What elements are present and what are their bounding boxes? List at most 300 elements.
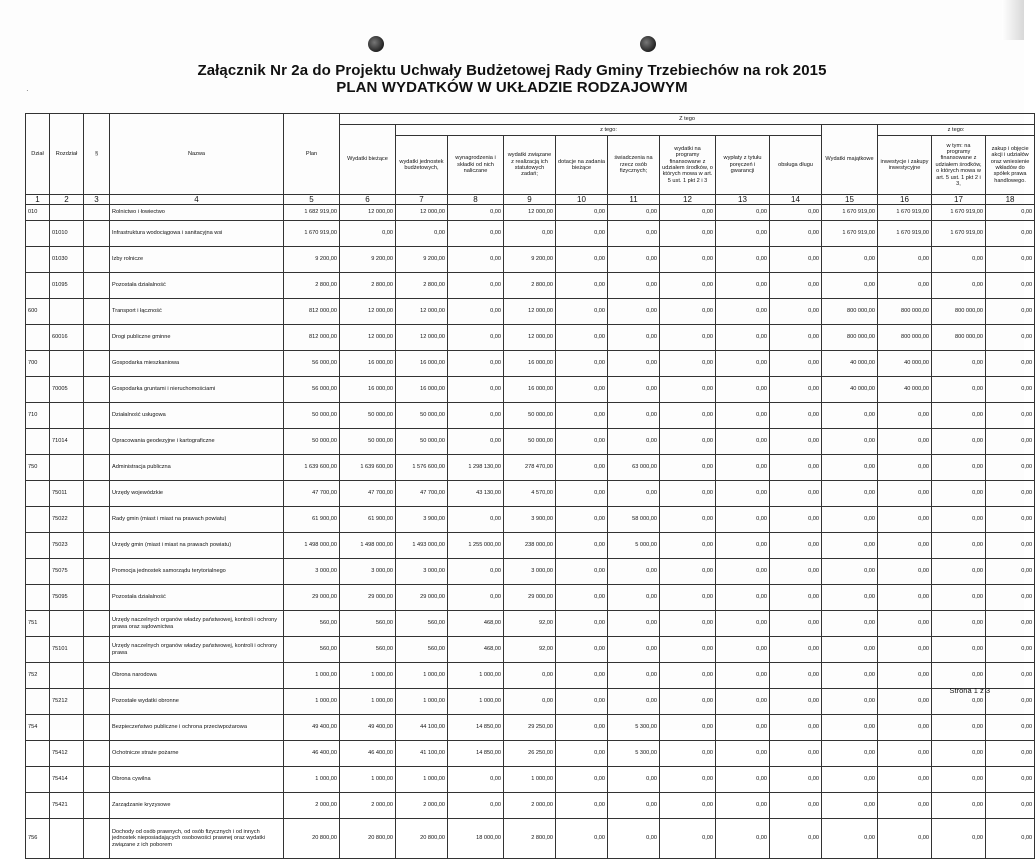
header-z-tego-biezace: z tego:	[396, 125, 822, 136]
table-row	[26, 507, 1035, 533]
cell-paragraf	[84, 455, 110, 481]
cell-value: 0,00	[770, 325, 822, 351]
cell-value: 47 700,00	[284, 481, 340, 507]
cell-value: 0,00	[822, 767, 878, 793]
cell-value: 0,00	[660, 663, 716, 689]
cell-value: 0,00	[660, 507, 716, 533]
cell-value: 0,00	[660, 455, 716, 481]
cell-value: 2 000,00	[504, 793, 556, 819]
table-row	[26, 585, 1035, 611]
cell-value: 41 100,00	[396, 741, 448, 767]
cell-value: 0,00	[556, 299, 608, 325]
header-wydatki-statutowe: wydatki związane z realizacją ich statutowych zadań;	[504, 136, 556, 195]
cell-value: 0,00	[770, 221, 822, 247]
cell-value: 0,00	[770, 429, 822, 455]
cell-value: 560,00	[284, 611, 340, 637]
cell-rozdzial: 75101	[50, 637, 84, 663]
cell-value: 0,00	[822, 455, 878, 481]
cell-value: 0,00	[822, 663, 878, 689]
cell-value: 0,00	[932, 403, 986, 429]
header-paragraf: §	[84, 114, 110, 195]
cell-rozdzial: 75011	[50, 481, 84, 507]
cell-value: 61 900,00	[340, 507, 396, 533]
cell-rozdzial: 71014	[50, 429, 84, 455]
cell-value: 0,00	[660, 205, 716, 221]
cell-paragraf	[84, 377, 110, 403]
cell-value: 0,00	[608, 637, 660, 663]
cell-value: 14 850,00	[448, 715, 504, 741]
column-number: 13	[716, 195, 770, 205]
table-row	[26, 819, 1035, 859]
cell-value: 0,00	[986, 715, 1035, 741]
cell-rozdzial: 01010	[50, 221, 84, 247]
cell-value: 0,00	[396, 221, 448, 247]
cell-value: 0,00	[878, 273, 932, 299]
cell-value: 47 700,00	[396, 481, 448, 507]
cell-value: 0,00	[556, 325, 608, 351]
cell-value: 0,00	[716, 663, 770, 689]
cell-value: 0,00	[556, 689, 608, 715]
cell-value: 9 200,00	[340, 247, 396, 273]
cell-value: 1 000,00	[340, 767, 396, 793]
column-number: 1	[26, 195, 50, 205]
cell-value: 50 000,00	[340, 403, 396, 429]
cell-value: 40 000,00	[878, 377, 932, 403]
cell-value: 0,00	[822, 247, 878, 273]
cell-value: 0,00	[770, 819, 822, 859]
cell-value: 1 000,00	[396, 663, 448, 689]
cell-dzial	[26, 273, 50, 299]
cell-value: 560,00	[284, 637, 340, 663]
cell-value: 800 000,00	[822, 325, 878, 351]
cell-value: 2 800,00	[284, 273, 340, 299]
cell-value: 0,00	[448, 325, 504, 351]
header-z-tego-top: Z tego	[340, 114, 1035, 125]
cell-value: 0,00	[770, 663, 822, 689]
cell-value: 1 000,00	[448, 663, 504, 689]
cell-rozdzial	[50, 351, 84, 377]
cell-value: 0,00	[932, 377, 986, 403]
table-row	[26, 637, 1035, 663]
table-row	[26, 351, 1035, 377]
cell-value: 1 639 600,00	[284, 455, 340, 481]
cell-value: 0,00	[340, 221, 396, 247]
cell-value: 0,00	[932, 793, 986, 819]
cell-value: 16 000,00	[504, 351, 556, 377]
cell-value: 0,00	[822, 793, 878, 819]
cell-value: 0,00	[822, 741, 878, 767]
cell-value: 800 000,00	[822, 299, 878, 325]
header-dotacje: dotacje na zadania bieżące	[556, 136, 608, 195]
table-row	[26, 481, 1035, 507]
cell-value: 47 700,00	[340, 481, 396, 507]
cell-value: 0,00	[608, 481, 660, 507]
cell-value: 0,00	[608, 403, 660, 429]
cell-value: 0,00	[608, 819, 660, 859]
cell-value: 0,00	[448, 299, 504, 325]
cell-value: 0,00	[716, 481, 770, 507]
cell-value: 0,00	[660, 819, 716, 859]
cell-dzial	[26, 377, 50, 403]
cell-value: 0,00	[660, 299, 716, 325]
cell-value: 238 000,00	[504, 533, 556, 559]
header-w-tym-programy: w tym: na programy finansowane z udziałem środków, o których mowa w art. 5 ust. 1 pkt 2 i 3,	[932, 136, 986, 195]
cell-value: 0,00	[660, 429, 716, 455]
cell-nazwa: Gospodarka gruntami i nieruchomościami	[110, 377, 284, 403]
cell-value: 0,00	[556, 741, 608, 767]
table-row	[26, 299, 1035, 325]
cell-value: 50 000,00	[284, 429, 340, 455]
cell-value: 0,00	[986, 351, 1035, 377]
cell-value: 50 000,00	[504, 429, 556, 455]
cell-value: 1 670 919,00	[878, 221, 932, 247]
cell-nazwa: Rady gmin (miast i miast na prawach powiatu)	[110, 507, 284, 533]
cell-nazwa: Pozostała działalność	[110, 273, 284, 299]
cell-value: 0,00	[878, 481, 932, 507]
cell-value: 0,00	[770, 715, 822, 741]
scan-edge	[1002, 0, 1024, 40]
cell-value: 0,00	[986, 481, 1035, 507]
cell-dzial	[26, 741, 50, 767]
cell-value: 0,00	[716, 455, 770, 481]
header-z-tego-majatkowe: z tego:	[878, 125, 1035, 136]
cell-value: 0,00	[822, 507, 878, 533]
cell-value: 16 000,00	[504, 377, 556, 403]
cell-value: 0,00	[770, 403, 822, 429]
cell-value: 12 000,00	[396, 325, 448, 351]
cell-value: 0,00	[716, 767, 770, 793]
cell-value: 4 570,00	[504, 481, 556, 507]
cell-value: 29 000,00	[340, 585, 396, 611]
column-number: 14	[770, 195, 822, 205]
cell-value: 0,00	[448, 507, 504, 533]
cell-nazwa: Pozostała działalność	[110, 585, 284, 611]
table-row	[26, 767, 1035, 793]
cell-value: 0,00	[448, 767, 504, 793]
cell-value: 0,00	[716, 205, 770, 221]
column-number: 17	[932, 195, 986, 205]
cell-value: 0,00	[556, 221, 608, 247]
cell-value: 0,00	[504, 221, 556, 247]
cell-value: 50 000,00	[284, 403, 340, 429]
cell-value: 0,00	[716, 793, 770, 819]
cell-value: 0,00	[770, 585, 822, 611]
cell-nazwa: Dochody od osób prawnych, od osób fizycznych i od innych jednostek nieposiadających osobowości prawnej oraz wydatki związane z ich poborem	[110, 819, 284, 859]
cell-value: 0,00	[660, 481, 716, 507]
cell-value: 0,00	[448, 351, 504, 377]
cell-value: 1 498 000,00	[340, 533, 396, 559]
cell-paragraf	[84, 533, 110, 559]
cell-value: 0,00	[932, 611, 986, 637]
header-poreczenia: wypłaty z tytułu poręczeń i gwarancji	[716, 136, 770, 195]
cell-value: 12 000,00	[340, 325, 396, 351]
cell-value: 0,00	[716, 585, 770, 611]
cell-value: 0,00	[608, 377, 660, 403]
cell-value: 1 670 919,00	[932, 221, 986, 247]
table-row	[26, 741, 1035, 767]
cell-value: 16 000,00	[396, 351, 448, 377]
cell-value: 29 000,00	[504, 585, 556, 611]
cell-value: 0,00	[932, 507, 986, 533]
cell-value: 0,00	[822, 585, 878, 611]
cell-value: 468,00	[448, 611, 504, 637]
cell-value: 0,00	[660, 637, 716, 663]
cell-paragraf	[84, 247, 110, 273]
cell-value: 0,00	[660, 351, 716, 377]
cell-value: 50 000,00	[340, 429, 396, 455]
cell-value: 2 800,00	[340, 273, 396, 299]
cell-value: 0,00	[660, 325, 716, 351]
cell-rozdzial: 70005	[50, 377, 84, 403]
column-number: 18	[986, 195, 1035, 205]
cell-value: 0,00	[716, 611, 770, 637]
cell-value: 0,00	[716, 715, 770, 741]
cell-rozdzial: 75022	[50, 507, 84, 533]
cell-value: 0,00	[932, 585, 986, 611]
cell-rozdzial: 60016	[50, 325, 84, 351]
cell-value: 0,00	[608, 767, 660, 793]
cell-value: 1 000,00	[284, 663, 340, 689]
cell-value: 0,00	[556, 767, 608, 793]
cell-dzial	[26, 325, 50, 351]
cell-value: 0,00	[986, 377, 1035, 403]
cell-value: 0,00	[878, 247, 932, 273]
cell-value: 3 900,00	[396, 507, 448, 533]
cell-value: 9 200,00	[284, 247, 340, 273]
cell-value: 3 000,00	[504, 559, 556, 585]
cell-value: 0,00	[716, 221, 770, 247]
table-row	[26, 793, 1035, 819]
cell-value: 0,00	[932, 637, 986, 663]
cell-paragraf	[84, 689, 110, 715]
cell-value: 5 300,00	[608, 741, 660, 767]
cell-nazwa: Drogi publiczne gminne	[110, 325, 284, 351]
cell-nazwa: Opracowania geodezyjne i kartograficzne	[110, 429, 284, 455]
cell-value: 2 800,00	[396, 273, 448, 299]
cell-value: 9 200,00	[504, 247, 556, 273]
cell-value: 58 000,00	[608, 507, 660, 533]
cell-value: 18 000,00	[448, 819, 504, 859]
cell-value: 0,00	[660, 377, 716, 403]
cell-nazwa: Transport i łączność	[110, 299, 284, 325]
cell-value: 0,00	[986, 533, 1035, 559]
cell-nazwa: Obrona cywilna	[110, 767, 284, 793]
table-row	[26, 377, 1035, 403]
cell-dzial: 600	[26, 299, 50, 325]
cell-rozdzial: 75095	[50, 585, 84, 611]
cell-value: 0,00	[716, 247, 770, 273]
cell-value: 0,00	[608, 559, 660, 585]
cell-rozdzial: 01030	[50, 247, 84, 273]
cell-value: 278 470,00	[504, 455, 556, 481]
cell-value: 0,00	[608, 351, 660, 377]
table-row	[26, 455, 1035, 481]
cell-value: 0,00	[932, 715, 986, 741]
cell-value: 0,00	[986, 325, 1035, 351]
cell-value: 1 493 000,00	[396, 533, 448, 559]
cell-value: 0,00	[932, 533, 986, 559]
cell-value: 0,00	[660, 221, 716, 247]
cell-value: 0,00	[770, 637, 822, 663]
cell-value: 20 800,00	[340, 819, 396, 859]
cell-nazwa: Izby rolnicze	[110, 247, 284, 273]
cell-paragraf	[84, 585, 110, 611]
cell-nazwa: Pozostałe wydatki obronne	[110, 689, 284, 715]
cell-value: 0,00	[770, 793, 822, 819]
cell-value: 0,00	[556, 611, 608, 637]
cell-rozdzial: 75075	[50, 559, 84, 585]
cell-value: 1 576 600,00	[396, 455, 448, 481]
cell-value: 1 000,00	[284, 767, 340, 793]
table-row	[26, 325, 1035, 351]
cell-value: 0,00	[448, 559, 504, 585]
cell-value: 0,00	[660, 611, 716, 637]
cell-value: 0,00	[716, 299, 770, 325]
cell-value: 0,00	[770, 377, 822, 403]
expenditure-table	[25, 113, 1035, 859]
punch-hole-icon	[368, 36, 384, 52]
cell-value: 0,00	[986, 793, 1035, 819]
column-number: 4	[110, 195, 284, 205]
cell-value: 0,00	[608, 247, 660, 273]
cell-value: 0,00	[448, 247, 504, 273]
table-row	[26, 689, 1035, 715]
cell-value: 800 000,00	[932, 325, 986, 351]
cell-value: 812 000,00	[284, 299, 340, 325]
cell-value: 0,00	[556, 559, 608, 585]
cell-value: 12 000,00	[396, 205, 448, 221]
cell-value: 0,00	[660, 247, 716, 273]
cell-value: 800 000,00	[932, 299, 986, 325]
cell-value: 0,00	[878, 663, 932, 689]
cell-value: 0,00	[448, 205, 504, 221]
cell-value: 0,00	[716, 637, 770, 663]
cell-value: 0,00	[770, 247, 822, 273]
cell-value: 468,00	[448, 637, 504, 663]
cell-paragraf	[84, 637, 110, 663]
cell-value: 800 000,00	[878, 299, 932, 325]
cell-value: 2 000,00	[284, 793, 340, 819]
cell-value: 0,00	[448, 429, 504, 455]
table-row	[26, 403, 1035, 429]
cell-paragraf	[84, 559, 110, 585]
cell-value: 0,00	[448, 377, 504, 403]
cell-dzial: 756	[26, 819, 50, 859]
cell-rozdzial: 75421	[50, 793, 84, 819]
cell-paragraf	[84, 299, 110, 325]
cell-dzial	[26, 247, 50, 273]
header-swiadczenia: świadczenia na rzecz osób fizycznych;	[608, 136, 660, 195]
cell-value: 0,00	[660, 403, 716, 429]
cell-value: 0,00	[608, 663, 660, 689]
cell-value: 40 000,00	[878, 351, 932, 377]
cell-rozdzial	[50, 611, 84, 637]
cell-value: 0,00	[660, 585, 716, 611]
cell-value: 0,00	[986, 819, 1035, 859]
cell-dzial: 754	[26, 715, 50, 741]
cell-value: 0,00	[986, 611, 1035, 637]
cell-value: 0,00	[878, 455, 932, 481]
cell-value: 0,00	[660, 273, 716, 299]
cell-value: 0,00	[822, 611, 878, 637]
cell-value: 46 400,00	[284, 741, 340, 767]
column-number: 16	[878, 195, 932, 205]
cell-paragraf	[84, 767, 110, 793]
cell-value: 1 000,00	[396, 767, 448, 793]
cell-nazwa: Urzędy wojewódzkie	[110, 481, 284, 507]
cell-value: 0,00	[986, 663, 1035, 689]
cell-value: 40 000,00	[822, 377, 878, 403]
cell-value: 0,00	[822, 715, 878, 741]
cell-dzial	[26, 585, 50, 611]
cell-value: 0,00	[556, 819, 608, 859]
cell-dzial: 751	[26, 611, 50, 637]
cell-value: 0,00	[932, 429, 986, 455]
cell-value: 0,00	[716, 689, 770, 715]
cell-value: 0,00	[448, 273, 504, 299]
cell-value: 560,00	[396, 637, 448, 663]
cell-rozdzial	[50, 455, 84, 481]
cell-dzial	[26, 533, 50, 559]
cell-value: 0,00	[504, 663, 556, 689]
cell-value: 1 639 600,00	[340, 455, 396, 481]
cell-value: 0,00	[878, 767, 932, 793]
column-number: 7	[396, 195, 448, 205]
cell-value: 3 000,00	[396, 559, 448, 585]
column-number: 10	[556, 195, 608, 205]
cell-value: 1 298 130,00	[448, 455, 504, 481]
cell-rozdzial: 75212	[50, 689, 84, 715]
header-inwestycje: inwestycje i zakupy inwestycyjne	[878, 136, 932, 195]
cell-dzial	[26, 429, 50, 455]
cell-value: 0,00	[986, 273, 1035, 299]
cell-value: 0,00	[986, 247, 1035, 273]
column-number: 9	[504, 195, 556, 205]
cell-value: 0,00	[448, 403, 504, 429]
cell-value: 0,00	[660, 533, 716, 559]
cell-value: 16 000,00	[340, 377, 396, 403]
cell-value: 44 100,00	[396, 715, 448, 741]
cell-dzial: 752	[26, 663, 50, 689]
cell-value: 0,00	[932, 689, 986, 715]
cell-nazwa: Promocja jednostek samorządu terytorialnego	[110, 559, 284, 585]
header-wydatki-biezace: Wydatki bieżące	[340, 125, 396, 195]
cell-value: 0,00	[932, 663, 986, 689]
cell-value: 0,00	[878, 819, 932, 859]
cell-value: 0,00	[986, 221, 1035, 247]
cell-value: 0,00	[986, 741, 1035, 767]
cell-value: 46 400,00	[340, 741, 396, 767]
header-plan: Plan	[284, 114, 340, 195]
cell-value: 0,00	[770, 455, 822, 481]
cell-paragraf	[84, 793, 110, 819]
cell-paragraf	[84, 429, 110, 455]
cell-rozdzial	[50, 403, 84, 429]
column-number: 6	[340, 195, 396, 205]
header-wydatki-majatkowe: Wydatki majątkowe	[822, 125, 878, 195]
cell-value: 0,00	[878, 429, 932, 455]
cell-value: 2 000,00	[340, 793, 396, 819]
cell-value: 0,00	[608, 689, 660, 715]
cell-paragraf	[84, 221, 110, 247]
cell-value: 0,00	[932, 273, 986, 299]
cell-value: 3 000,00	[340, 559, 396, 585]
cell-value: 0,00	[608, 205, 660, 221]
cell-value: 0,00	[608, 325, 660, 351]
cell-value: 0,00	[878, 715, 932, 741]
cell-value: 0,00	[986, 637, 1035, 663]
cell-value: 1 000,00	[340, 663, 396, 689]
